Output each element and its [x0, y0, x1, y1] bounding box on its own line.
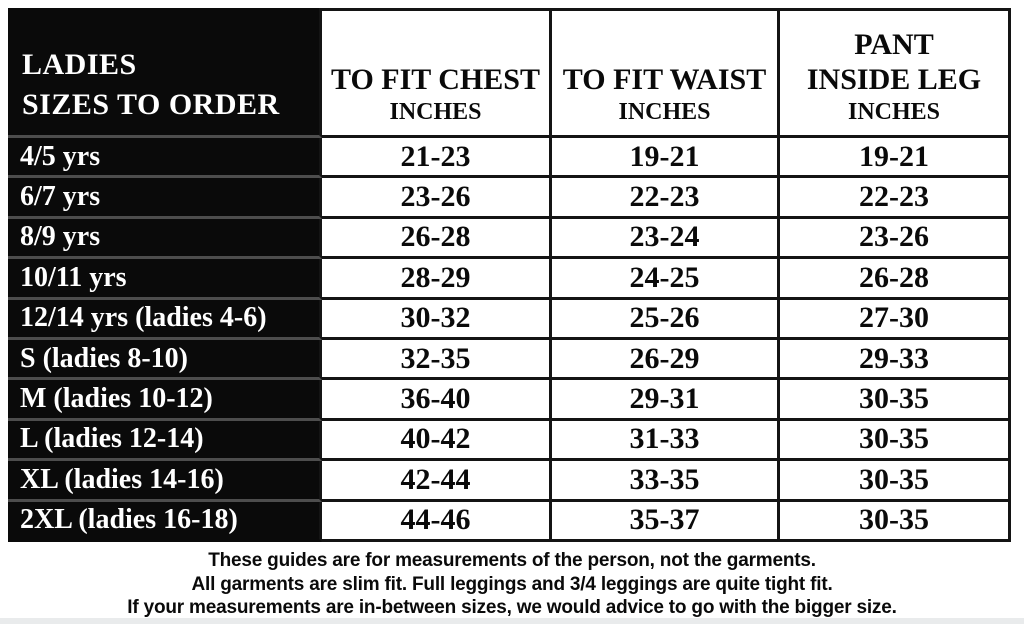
- header-chest: [322, 8, 552, 138]
- size-chart-table: [8, 8, 1011, 542]
- header-pant-inside-leg: [780, 8, 1011, 138]
- waist-cell: 35-37: [552, 502, 780, 542]
- chest-cell: 21-23: [322, 138, 552, 178]
- size-cell: M (ladies 10-12): [8, 380, 322, 420]
- waist-cell: 31-33: [552, 421, 780, 461]
- chest-cell: 40-42: [322, 421, 552, 461]
- leg-cell: 29-33: [780, 340, 1011, 380]
- bottom-edge-strip: [0, 618, 1024, 624]
- chest-cell: 32-35: [322, 340, 552, 380]
- waist-cell: 26-29: [552, 340, 780, 380]
- leg-cell: 30-35: [780, 461, 1011, 501]
- chest-cell: 30-32: [322, 300, 552, 340]
- header-pant-line1: PANT: [854, 28, 934, 61]
- note-line-3: If your measurements are in-between sizes, we would advice to go with the bigger size.: [127, 597, 897, 618]
- waist-cell: 29-31: [552, 380, 780, 420]
- header-sizes-line2: SIZES TO ORDER: [22, 88, 280, 121]
- header-waist: [552, 8, 780, 138]
- header-pant-line2: INSIDE LEG: [806, 63, 982, 96]
- size-cell: S (ladies 8-10): [8, 340, 322, 380]
- size-cell: 10/11 yrs: [8, 259, 322, 299]
- leg-cell: 27-30: [780, 300, 1011, 340]
- leg-cell: 30-35: [780, 380, 1011, 420]
- leg-cell: 23-26: [780, 219, 1011, 259]
- chest-cell: 42-44: [322, 461, 552, 501]
- leg-cell: 19-21: [780, 138, 1011, 178]
- note-line-2: All garments are slim fit. Full leggings and 3/4 leggings are quite tight fit.: [191, 573, 833, 595]
- note-line-1: These guides are for measurements of the person, not the garments.: [208, 550, 816, 571]
- waist-cell: 22-23: [552, 178, 780, 218]
- header-chest-label: TO FIT CHEST: [331, 63, 540, 96]
- size-cell: 8/9 yrs: [8, 219, 322, 259]
- chest-cell: 44-46: [322, 502, 552, 542]
- chest-cell: 36-40: [322, 380, 552, 420]
- header-pant-unit: INCHES: [847, 99, 941, 125]
- leg-cell: 30-35: [780, 421, 1011, 461]
- header-sizes-line1: LADIES: [22, 48, 137, 81]
- header-waist-label: TO FIT WAIST: [562, 63, 767, 96]
- header-chest-unit: INCHES: [389, 99, 482, 125]
- leg-cell: 30-35: [780, 502, 1011, 542]
- size-cell: 12/14 yrs (ladies 4-6): [8, 300, 322, 340]
- waist-cell: 25-26: [552, 300, 780, 340]
- waist-cell: 33-35: [552, 461, 780, 501]
- footer-notes: [0, 549, 1024, 620]
- size-cell: 6/7 yrs: [8, 178, 322, 218]
- waist-cell: 24-25: [552, 259, 780, 299]
- header-waist-unit: INCHES: [618, 99, 711, 125]
- chest-cell: 26-28: [322, 219, 552, 259]
- size-cell: XL (ladies 14-16): [8, 461, 322, 501]
- size-cell: 4/5 yrs: [8, 138, 322, 178]
- leg-cell: 26-28: [780, 259, 1011, 299]
- header-sizes-to-order: [8, 8, 322, 138]
- chest-cell: 23-26: [322, 178, 552, 218]
- leg-cell: 22-23: [780, 178, 1011, 218]
- waist-cell: 19-21: [552, 138, 780, 178]
- size-cell: L (ladies 12-14): [8, 421, 322, 461]
- chest-cell: 28-29: [322, 259, 552, 299]
- waist-cell: 23-24: [552, 219, 780, 259]
- size-cell: 2XL (ladies 16-18): [8, 502, 322, 542]
